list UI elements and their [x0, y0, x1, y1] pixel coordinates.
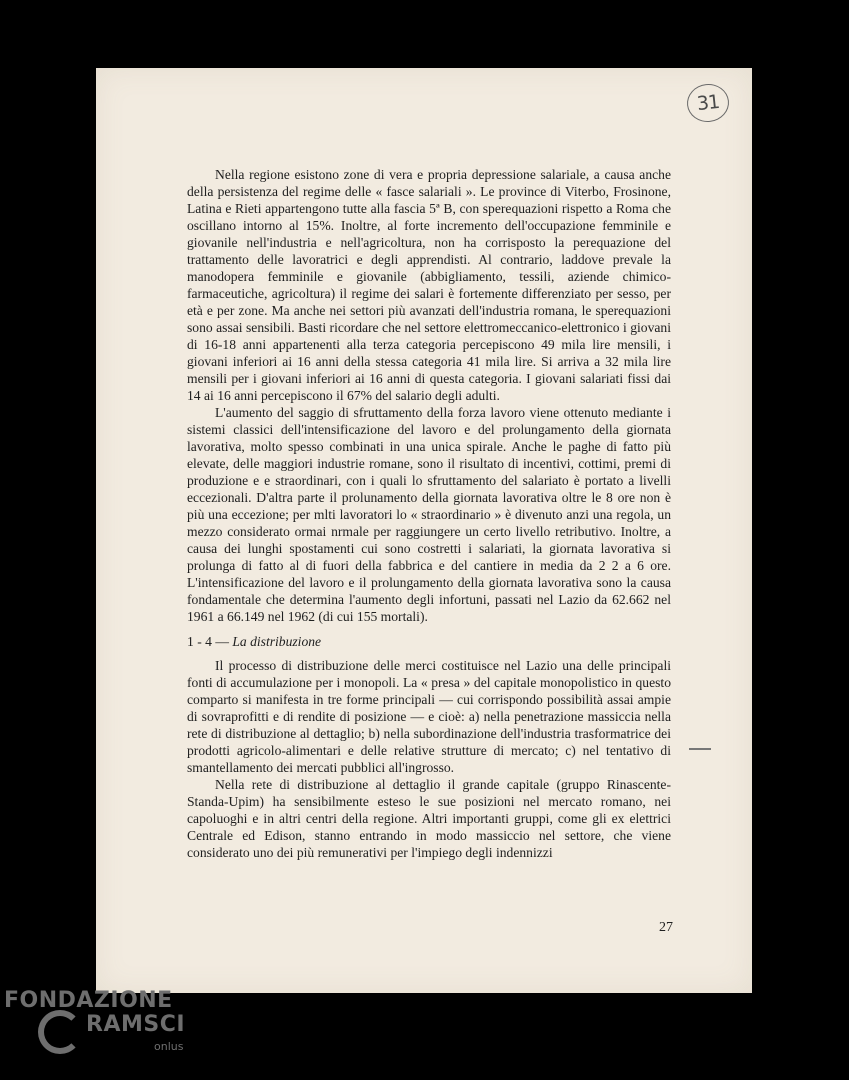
document-body	[187, 166, 671, 861]
archive-number-mark: 31	[685, 82, 731, 124]
section-number: 1 - 4 —	[187, 634, 229, 649]
paragraph-distribution: Il processo di distribuzione delle merci costituisce nel Lazio una delle principali fonti di accumulazione per i monopoli. La « presa » del capitale monopolistico in questo comparto si manifesta in tre forme principali — cui corrispondo possibilità assai ampie di sovraprofitti e di rendite di posizione — e cioè: a) nella penetrazione massiccia nella rete di distribuzione al dettaglio; b) nella subordinazione dell'industria trasformatrice dei prodotti agricolo-alimentari e delle relative strutture di mercato; c) nel tentativo di smantellamento dei mercati pubblici all'ingrosso.	[187, 658, 671, 775]
pencil-mark	[689, 748, 711, 750]
fondazione-gramsci-watermark	[4, 988, 214, 1078]
document-page	[96, 68, 752, 993]
watermark-line1: FONDAZIONE	[4, 988, 173, 1013]
paragraph-wages: Nella regione esistono zone di vera e propria depressione salariale, a causa anche della persistenza del regime delle « fasce salariali ». Le province di Viterbo, Frosinone, Latina e Rieti appartengono tutte alla fascia 5ª B, con sperequazioni rispetto a Roma che oscillano intorno al 15%. Inoltre, al forte incremento dell'occupazione femminile e giovanile nell'industria e nell'agricoltura, non ha corrisposto la perequazione del trattamento delle lavoratrici e degli apprendisti. Al contrario, laddove prevale la manodopera femminile e giovanile (abbigliamento, tessili, aziende chimico-farmaceutiche, agricoltura) il regime dei salari è fortemente differenziato per sesso, per età e per zone. Ma anche nei settori più avanzati dell'industria romana, le sperequazioni sono assai sensibili. Basti ricordare che nel settore elettromeccanico-elettronico i giovani di 16-18 anni appartenenti alla terza categoria percepiscono 49 mila lire mensili, i giovani inferiori ai 16 anni della stessa categoria 41 mila lire. Si arriva a 32 mila lire mensili per i giovani inferiori ai 16 anni di questa categoria. I giovani salariati fissi dai 14 ai 16 anni percepiscono il 67% del salario degli adulti.	[187, 167, 671, 403]
section-title: La distribuzione	[232, 634, 322, 649]
watermark-g-logo-icon	[38, 1010, 82, 1054]
page-number: 27	[659, 920, 673, 935]
section-heading	[187, 633, 671, 650]
paragraph-retail: Nella rete di distribuzione al dettaglio il grande capitale (gruppo Rinascente-Standa-Upim) ha sensibilmente esteso le sue posizioni nel mercato romano, nei capoluoghi e in altri centri della regione. Altri importanti gruppi, come gli ex elettrici Centrale ed Edison, stanno entrando in modo massiccio nel settore, che viene considerato uno dei più remunerativi per l'impiego degli indennizzi	[187, 777, 671, 860]
paragraph-exploitation: L'aumento del saggio di sfruttamento della forza lavoro viene ottenuto mediante i sistemi classici dell'intensificazione del lavoro e del prolungamento della giornata lavorativa, molto spesso combinati in una unica spirale. Anche le paghe di fatto più elevate, delle maggiori industrie romane, sono il risultato di incentivi, cottimi, premi di produzione e e straordinari, con i quali lo sfruttamento del salariato è portato a livelli eccezionali. D'altra parte il prolunamento della giornata lavorativa oltre le 8 ore non è più una eccezione; per mlti lavoratori lo « straordinario » è divenuto anzi una regola, un mezzo considerato ormai nrmale per raggiungere un certo livello retributivo. Inoltre, a causa dei lunghi spostamenti cui sono costretti i salariati, la giornata lavorativa si prolunga di fatto al di fuori della fabbrica e del cantiere in media da 2 2 a 6 ore. L'intensificazione del lavoro e il prolungamento della giornata lavorativa sono la causa fondamentale che determina l'aumento degli infortuni, passati nel Lazio da 62.662 nel 1961 a 66.149 nel 1962 (di cui 155 mortali).	[187, 405, 671, 624]
watermark-line2: RAMSCI	[86, 1012, 186, 1037]
watermark-line3: onlus	[154, 1040, 184, 1053]
